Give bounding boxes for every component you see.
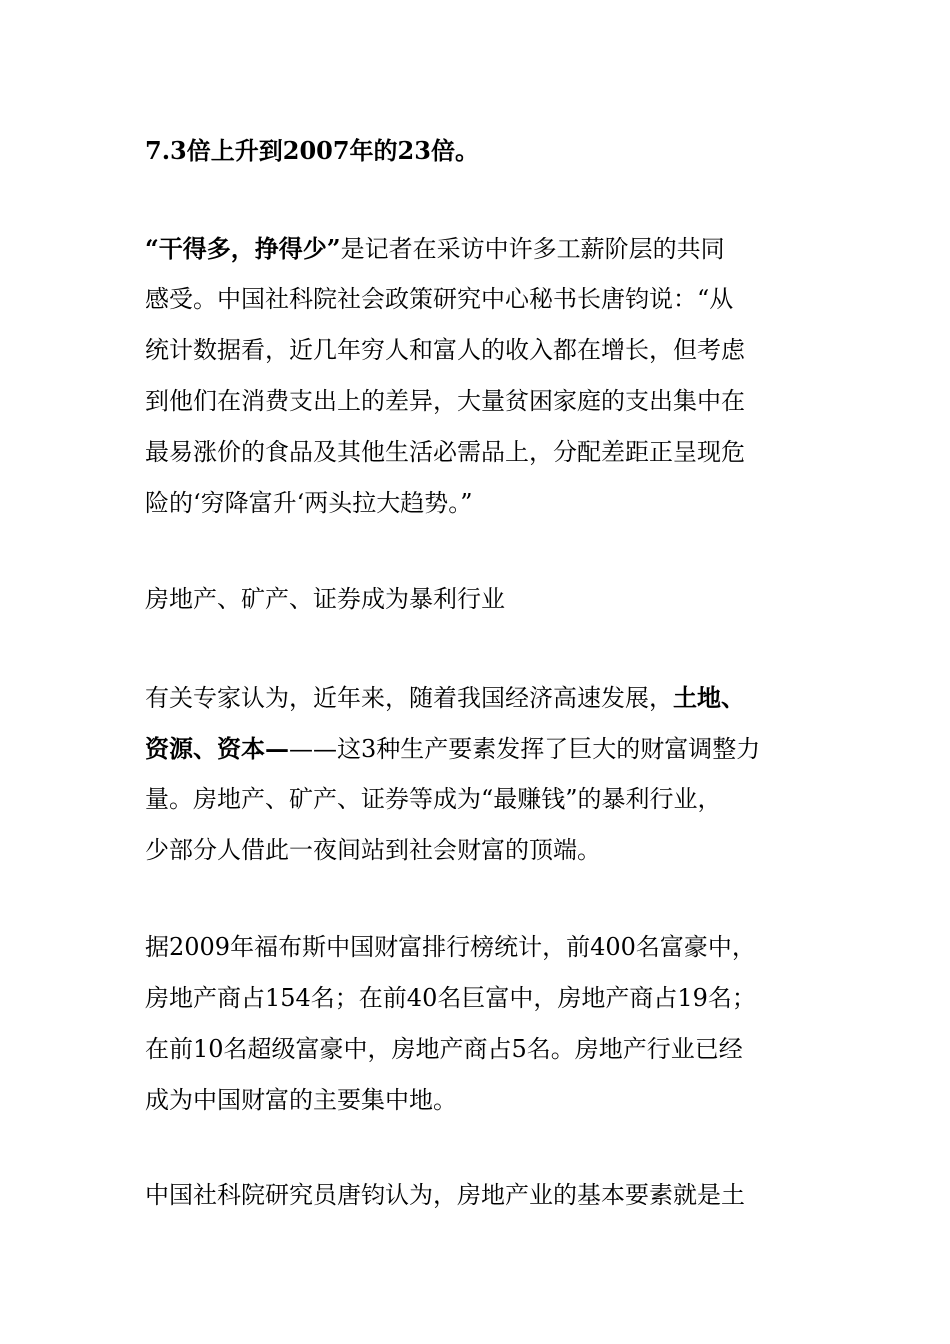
paragraph-researcher: [145, 1170, 813, 1221]
text-line: [145, 223, 813, 274]
text-line: 在前10名超级富豪中，房地产商占5名。房地产行业已经: [145, 1035, 743, 1063]
paragraph-experts: [145, 672, 813, 876]
text-line: 到他们在消费支出上的差异，大量贫困家庭的支出集中在: [145, 387, 745, 415]
heading-text: 房地产、矿产、证券成为暴利行业: [145, 585, 505, 613]
text-line: 感受。中国社科院社会政策研究中心秘书长唐钧说：“从: [145, 285, 734, 313]
text-line: 少部分人借此一夜间站到社会财富的顶端。: [145, 836, 601, 864]
text-line: 量。房地产、矿产、证券等成为“最赚钱”的暴利行业，: [145, 785, 722, 813]
section-heading: [145, 574, 813, 625]
text-span: ——这3种生产要素发挥了巨大的财富调整力: [289, 735, 761, 763]
text-line: 统计数据看，近几年穷人和富人的收入都在增长，但考虑: [145, 336, 745, 364]
paragraph-forbes: [145, 922, 813, 1126]
bold-phrase: “干得多，挣得少”: [145, 234, 341, 263]
text-line: 成为中国财富的主要集中地。: [145, 1086, 457, 1114]
paragraph-quote: [145, 223, 813, 529]
text-span: 是记者在采访中许多工薪阶层的共同: [340, 235, 725, 263]
text-line: 最易涨价的食品及其他生活必需品上，分配差距正呈现危: [145, 438, 745, 466]
text-line: 险的‘穷降富升‘两头拉大趋势。”: [145, 489, 473, 517]
text-line: [145, 723, 813, 774]
bold-phrase: 资源、资本—: [145, 734, 289, 763]
text-span: 有关专家认为，近年来，随着我国经济高速发展，: [145, 684, 673, 712]
text-line: 据2009年福布斯中国财富排行榜统计，前400名富豪中，: [145, 933, 756, 961]
text-line: [145, 672, 813, 723]
bold-phrase: 土地、: [673, 683, 745, 712]
text-line: 7.3倍上升到2007年的23倍。: [145, 136, 479, 165]
text-line: 房地产商占154名；在前40名巨富中，房地产商占19名；: [145, 984, 756, 1012]
text-line: 中国社科院研究员唐钧认为，房地产业的基本要素就是土: [145, 1181, 745, 1209]
paragraph-intro: [145, 125, 813, 176]
